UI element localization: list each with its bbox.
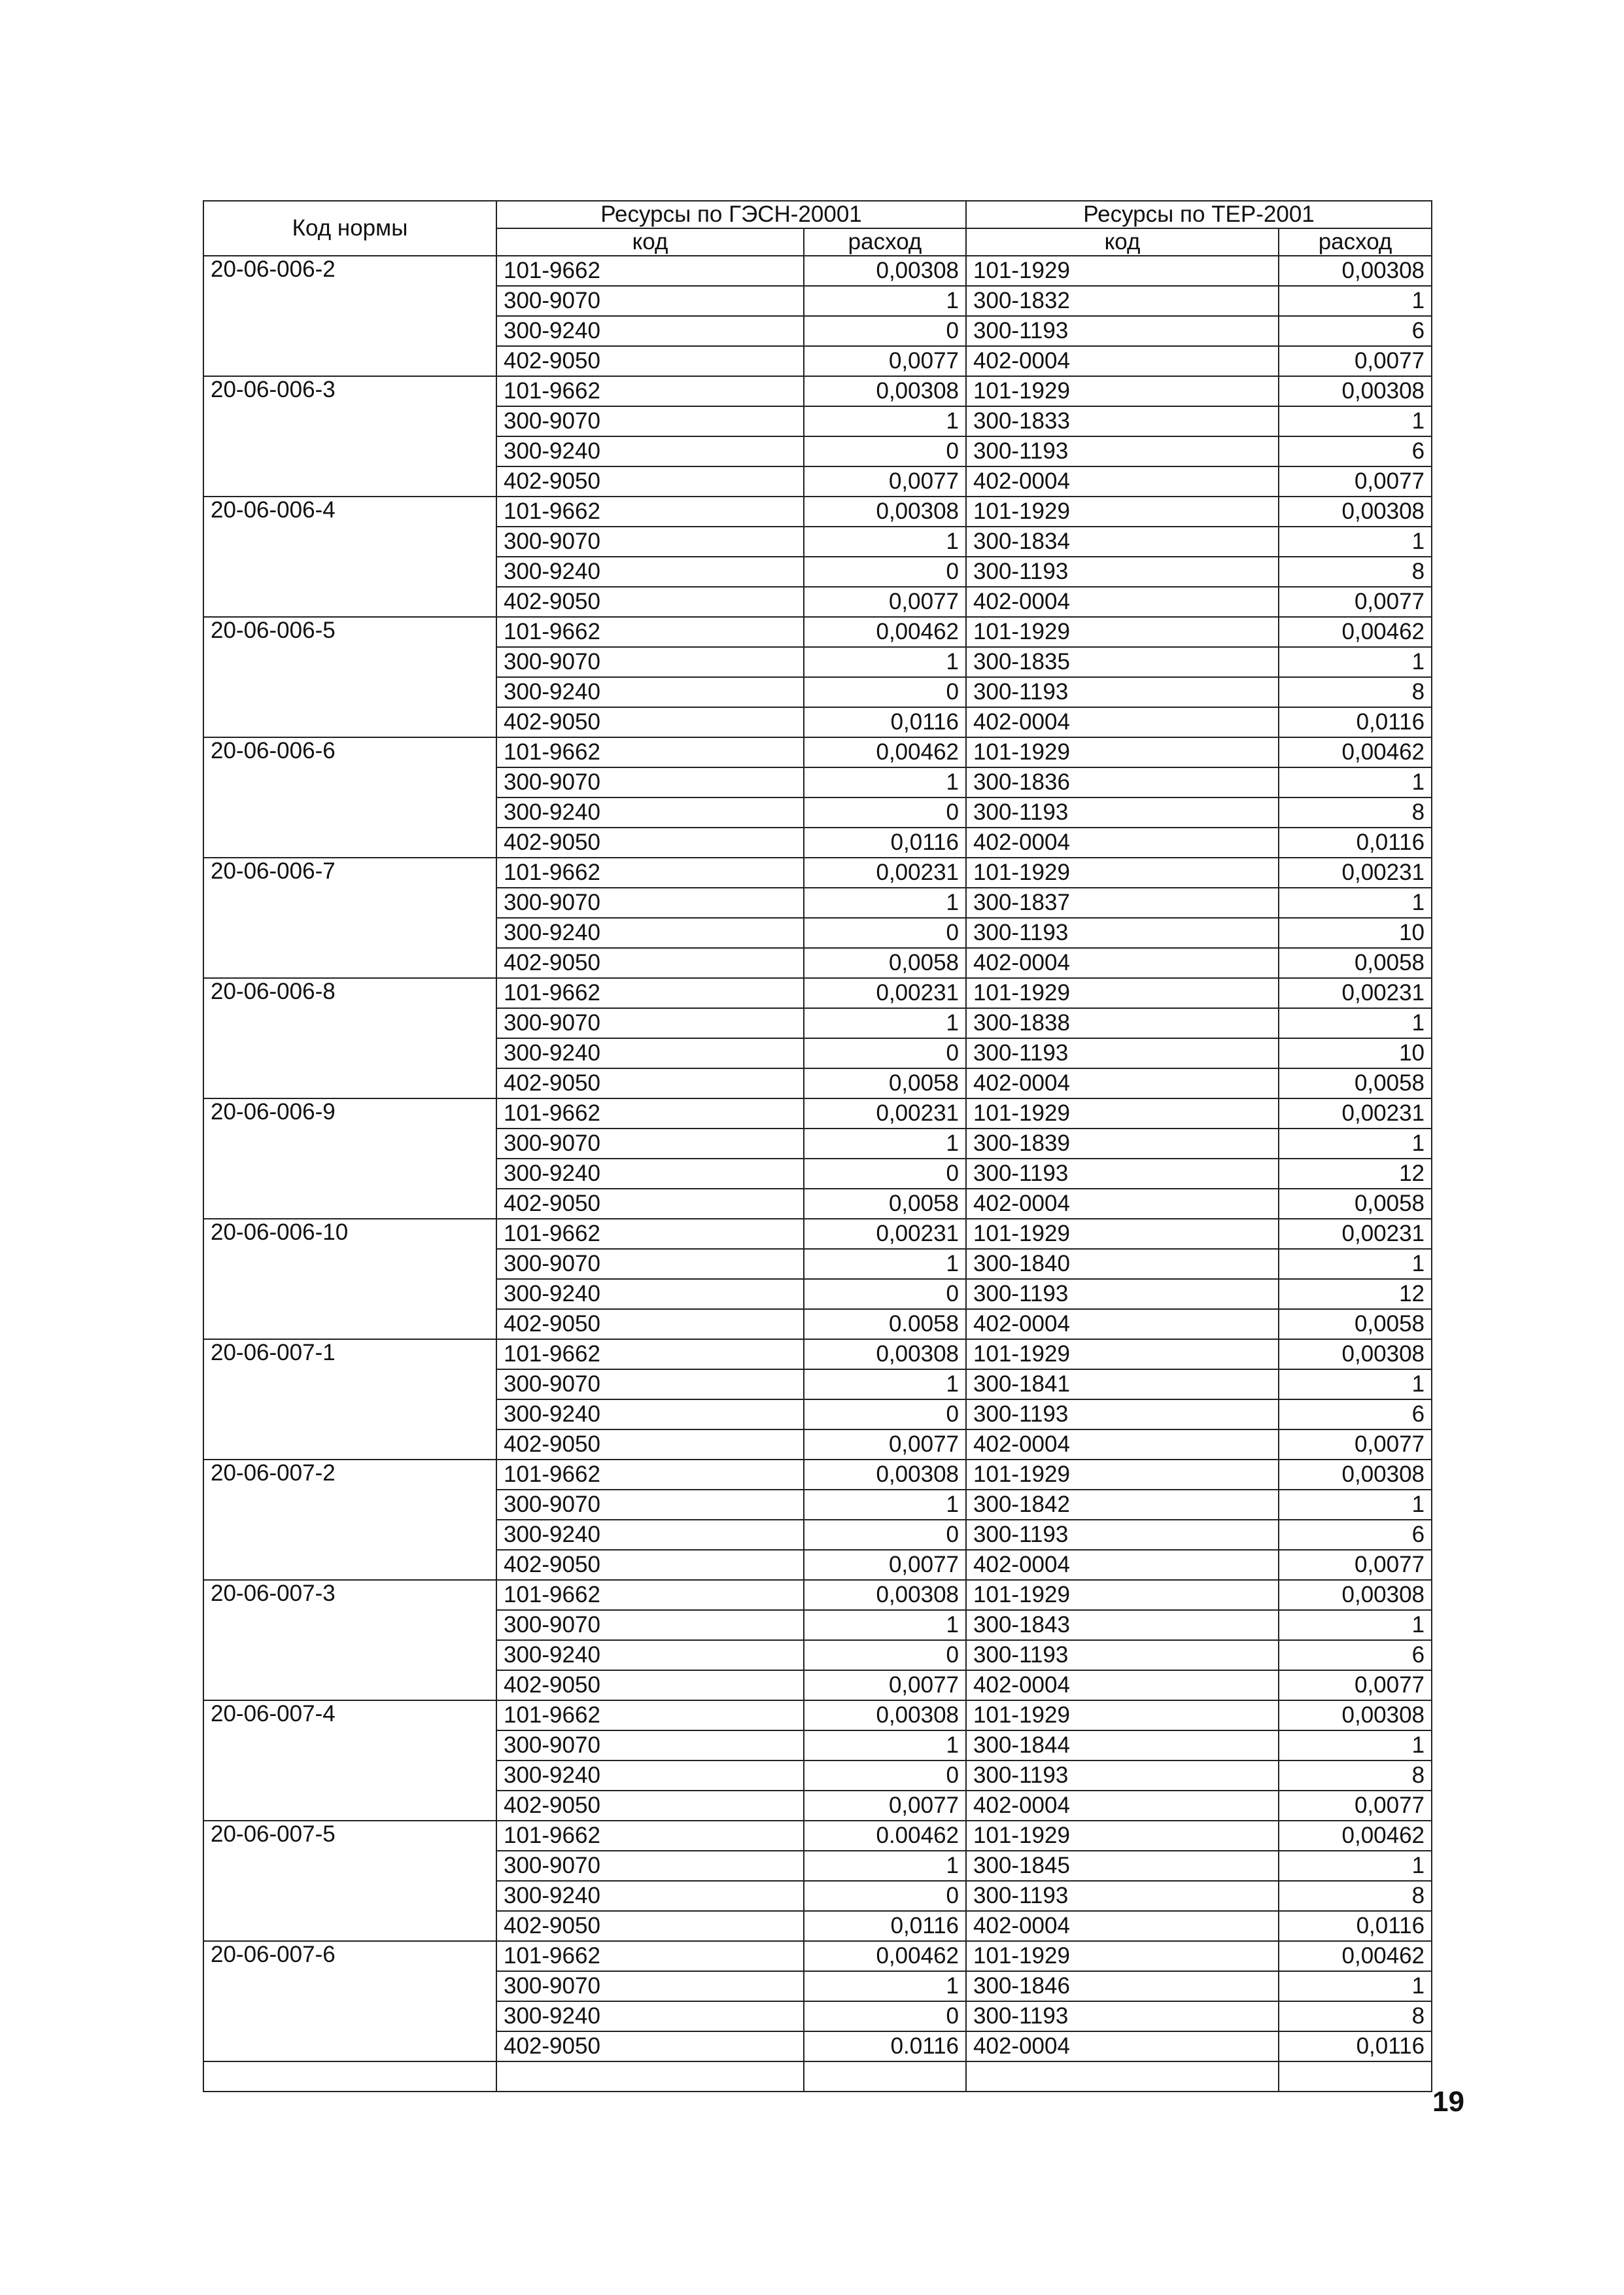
norm-code-cell: 20-06-006-9 — [203, 1098, 496, 1219]
table-row — [203, 1700, 1432, 1730]
gesn-qty-cell: 0,00462 — [804, 1941, 966, 1971]
gesn-qty-cell: 1 — [804, 1369, 966, 1399]
table-row — [203, 617, 1432, 647]
gesn-code-cell: 402-9050 — [496, 1309, 804, 1339]
table-row — [203, 737, 1432, 767]
gesn-code-cell: 300-9070 — [496, 888, 804, 918]
empty-cell — [203, 2061, 496, 2092]
ter-qty-cell: 10 — [1279, 918, 1432, 948]
gesn-qty-cell: 0.00462 — [804, 1821, 966, 1851]
gesn-code-cell: 101-9662 — [496, 1219, 804, 1249]
gesn-code-cell: 300-9070 — [496, 1369, 804, 1399]
gesn-code-cell: 402-9050 — [496, 1429, 804, 1460]
gesn-code-cell: 402-9050 — [496, 346, 804, 376]
ter-code-cell: 300-1193 — [966, 677, 1279, 707]
gesn-code-cell: 300-9070 — [496, 1008, 804, 1038]
gesn-qty-cell: 1 — [804, 286, 966, 316]
gesn-qty-cell: 0,0077 — [804, 1429, 966, 1460]
ter-code-cell: 402-0004 — [966, 466, 1279, 497]
ter-qty-cell: 0,0116 — [1279, 2031, 1432, 2061]
empty-cell — [496, 2061, 804, 2092]
ter-code-cell: 300-1193 — [966, 1881, 1279, 1911]
ter-code-cell: 300-1841 — [966, 1369, 1279, 1399]
ter-qty-cell: 0,00308 — [1279, 256, 1432, 286]
ter-qty-cell: 12 — [1279, 1279, 1432, 1309]
gesn-qty-cell: 0,00308 — [804, 256, 966, 286]
ter-qty-cell: 8 — [1279, 677, 1432, 707]
gesn-code-cell: 101-9662 — [496, 858, 804, 888]
empty-cell — [966, 2061, 1279, 2092]
gesn-code-cell: 300-9070 — [496, 286, 804, 316]
gesn-code-cell: 101-9662 — [496, 1700, 804, 1730]
ter-code-cell: 101-1929 — [966, 1098, 1279, 1129]
ter-qty-cell: 6 — [1279, 316, 1432, 346]
gesn-code-cell: 300-9070 — [496, 647, 804, 677]
gesn-qty-cell: 1 — [804, 1971, 966, 2001]
gesn-qty-cell: 0,00308 — [804, 376, 966, 406]
ter-code-cell: 402-0004 — [966, 587, 1279, 617]
gesn-qty-cell: 1 — [804, 767, 966, 797]
ter-code-cell: 402-0004 — [966, 707, 1279, 737]
norm-code-cell: 20-06-007-1 — [203, 1339, 496, 1460]
gesn-code-cell: 300-9070 — [496, 1249, 804, 1279]
gesn-qty-cell: 0,00308 — [804, 497, 966, 527]
ter-qty-cell: 0,0077 — [1279, 346, 1432, 376]
norm-code-cell: 20-06-007-3 — [203, 1580, 496, 1700]
ter-qty-cell: 0,00231 — [1279, 978, 1432, 1008]
gesn-qty-cell: 0,00308 — [804, 1339, 966, 1369]
gesn-qty-cell: 1 — [804, 1851, 966, 1881]
ter-qty-cell: 12 — [1279, 1159, 1432, 1189]
gesn-code-cell: 300-9070 — [496, 1129, 804, 1159]
ter-qty-cell: 0,00231 — [1279, 1098, 1432, 1129]
ter-code-cell: 300-1839 — [966, 1129, 1279, 1159]
ter-code-cell: 300-1845 — [966, 1851, 1279, 1881]
header-gesn-code: код — [496, 228, 804, 256]
norm-code-cell: 20-06-006-6 — [203, 737, 496, 858]
gesn-code-cell: 300-9070 — [496, 1610, 804, 1640]
ter-qty-cell: 1 — [1279, 888, 1432, 918]
ter-code-cell: 300-1193 — [966, 557, 1279, 587]
ter-code-cell: 300-1193 — [966, 1159, 1279, 1189]
ter-qty-cell: 1 — [1279, 1249, 1432, 1279]
gesn-code-cell: 402-9050 — [496, 1189, 804, 1219]
gesn-qty-cell: 1 — [804, 1008, 966, 1038]
ter-qty-cell: 0,00462 — [1279, 617, 1432, 647]
ter-code-cell: 300-1840 — [966, 1249, 1279, 1279]
ter-qty-cell: 6 — [1279, 1520, 1432, 1550]
empty-cell — [1279, 2061, 1432, 2092]
gesn-code-cell: 101-9662 — [496, 1580, 804, 1610]
ter-code-cell: 402-0004 — [966, 1189, 1279, 1219]
ter-code-cell: 101-1929 — [966, 1941, 1279, 1971]
ter-code-cell: 402-0004 — [966, 828, 1279, 858]
gesn-code-cell: 101-9662 — [496, 1821, 804, 1851]
ter-qty-cell: 1 — [1279, 1008, 1432, 1038]
gesn-code-cell: 300-9240 — [496, 797, 804, 828]
gesn-qty-cell: 0 — [804, 316, 966, 346]
ter-code-cell: 101-1929 — [966, 1339, 1279, 1369]
gesn-qty-cell: 0 — [804, 436, 966, 466]
gesn-code-cell: 101-9662 — [496, 256, 804, 286]
gesn-qty-cell: 1 — [804, 647, 966, 677]
table-row — [203, 1821, 1432, 1851]
gesn-code-cell: 402-9050 — [496, 587, 804, 617]
ter-code-cell: 101-1929 — [966, 978, 1279, 1008]
page-number: 19 — [1432, 2086, 1464, 2118]
ter-qty-cell: 0,00231 — [1279, 1219, 1432, 1249]
ter-code-cell: 300-1193 — [966, 1399, 1279, 1429]
gesn-qty-cell: 0.0116 — [804, 2031, 966, 2061]
gesn-qty-cell: 0,0077 — [804, 587, 966, 617]
norm-code-cell: 20-06-006-2 — [203, 256, 496, 376]
norm-code-cell: 20-06-006-10 — [203, 1219, 496, 1339]
table-row — [203, 1098, 1432, 1129]
header-norm-code: Код нормы — [203, 201, 496, 256]
table-row — [203, 1580, 1432, 1610]
ter-qty-cell: 0,0116 — [1279, 1911, 1432, 1941]
gesn-code-cell: 300-9240 — [496, 1761, 804, 1791]
ter-code-cell: 101-1929 — [966, 1821, 1279, 1851]
gesn-qty-cell: 1 — [804, 527, 966, 557]
norm-code-cell: 20-06-006-8 — [203, 978, 496, 1098]
ter-qty-cell: 0,0058 — [1279, 1068, 1432, 1098]
ter-qty-cell: 0,00308 — [1279, 1339, 1432, 1369]
ter-qty-cell: 1 — [1279, 1129, 1432, 1159]
gesn-code-cell: 402-9050 — [496, 948, 804, 978]
gesn-code-cell: 101-9662 — [496, 1339, 804, 1369]
ter-qty-cell: 8 — [1279, 797, 1432, 828]
ter-code-cell: 300-1832 — [966, 286, 1279, 316]
ter-code-cell: 402-0004 — [966, 1791, 1279, 1821]
gesn-code-cell: 300-9070 — [496, 527, 804, 557]
ter-qty-cell: 1 — [1279, 1730, 1432, 1761]
gesn-code-cell: 101-9662 — [496, 1098, 804, 1129]
norm-code-cell: 20-06-007-6 — [203, 1941, 496, 2061]
gesn-qty-cell: 0 — [804, 1399, 966, 1429]
ter-code-cell: 300-1844 — [966, 1730, 1279, 1761]
ter-qty-cell: 0,0077 — [1279, 1791, 1432, 1821]
ter-qty-cell: 1 — [1279, 647, 1432, 677]
gesn-code-cell: 300-9070 — [496, 1490, 804, 1520]
ter-code-cell: 101-1929 — [966, 497, 1279, 527]
ter-code-cell: 402-0004 — [966, 1309, 1279, 1339]
ter-qty-cell: 1 — [1279, 286, 1432, 316]
table-row — [203, 978, 1432, 1008]
ter-qty-cell: 1 — [1279, 1369, 1432, 1399]
ter-code-cell: 300-1193 — [966, 1279, 1279, 1309]
ter-code-cell: 300-1193 — [966, 1038, 1279, 1068]
ter-qty-cell: 1 — [1279, 767, 1432, 797]
gesn-code-cell: 300-9070 — [496, 1730, 804, 1761]
gesn-code-cell: 300-9240 — [496, 1279, 804, 1309]
gesn-qty-cell: 0 — [804, 1279, 966, 1309]
gesn-code-cell: 101-9662 — [496, 376, 804, 406]
norm-code-cell: 20-06-006-4 — [203, 497, 496, 617]
ter-qty-cell: 1 — [1279, 1610, 1432, 1640]
table-row — [203, 256, 1432, 286]
gesn-code-cell: 300-9240 — [496, 436, 804, 466]
header-ter-group: Ресурсы по ТЕР-2001 — [966, 201, 1432, 228]
gesn-qty-cell: 0 — [804, 1038, 966, 1068]
gesn-qty-cell: 1 — [804, 406, 966, 436]
gesn-qty-cell: 0,00308 — [804, 1460, 966, 1490]
gesn-qty-cell: 0,00231 — [804, 978, 966, 1008]
gesn-code-cell: 101-9662 — [496, 978, 804, 1008]
norm-code-cell: 20-06-006-3 — [203, 376, 496, 497]
gesn-qty-cell: 0,0077 — [804, 1791, 966, 1821]
gesn-code-cell: 402-9050 — [496, 828, 804, 858]
resources-table — [203, 200, 1432, 2092]
norm-code-cell: 20-06-007-5 — [203, 1821, 496, 1941]
gesn-code-cell: 101-9662 — [496, 1941, 804, 1971]
ter-code-cell: 300-1193 — [966, 918, 1279, 948]
ter-code-cell: 402-0004 — [966, 948, 1279, 978]
ter-code-cell: 300-1837 — [966, 888, 1279, 918]
ter-code-cell: 300-1193 — [966, 316, 1279, 346]
gesn-qty-cell: 0 — [804, 2001, 966, 2031]
ter-qty-cell: 0,00462 — [1279, 1941, 1432, 1971]
gesn-code-cell: 300-9240 — [496, 1640, 804, 1670]
gesn-qty-cell: 0,0077 — [804, 346, 966, 376]
gesn-qty-cell: 0,0116 — [804, 828, 966, 858]
gesn-qty-cell: 1 — [804, 1249, 966, 1279]
header-ter-code: код — [966, 228, 1279, 256]
gesn-qty-cell: 0 — [804, 1520, 966, 1550]
gesn-code-cell: 101-9662 — [496, 617, 804, 647]
gesn-qty-cell: 1 — [804, 888, 966, 918]
gesn-code-cell: 300-9070 — [496, 1851, 804, 1881]
gesn-qty-cell: 0,0077 — [804, 1670, 966, 1700]
ter-qty-cell: 0,0077 — [1279, 1550, 1432, 1580]
ter-qty-cell: 8 — [1279, 557, 1432, 587]
ter-code-cell: 300-1833 — [966, 406, 1279, 436]
gesn-code-cell: 101-9662 — [496, 737, 804, 767]
gesn-qty-cell: 0 — [804, 1640, 966, 1670]
ter-qty-cell: 0,0058 — [1279, 948, 1432, 978]
gesn-code-cell: 300-9240 — [496, 918, 804, 948]
gesn-code-cell: 300-9070 — [496, 1971, 804, 2001]
ter-code-cell: 300-1193 — [966, 436, 1279, 466]
gesn-qty-cell: 0,00231 — [804, 1098, 966, 1129]
gesn-qty-cell: 0 — [804, 918, 966, 948]
ter-code-cell: 402-0004 — [966, 346, 1279, 376]
gesn-code-cell: 101-9662 — [496, 497, 804, 527]
empty-cell — [804, 2061, 966, 2092]
ter-code-cell: 300-1838 — [966, 1008, 1279, 1038]
ter-code-cell: 101-1929 — [966, 256, 1279, 286]
ter-qty-cell: 0,0058 — [1279, 1189, 1432, 1219]
gesn-qty-cell: 0,00308 — [804, 1700, 966, 1730]
ter-qty-cell: 1 — [1279, 1490, 1432, 1520]
gesn-qty-cell: 1 — [804, 1610, 966, 1640]
ter-code-cell: 300-1843 — [966, 1610, 1279, 1640]
ter-code-cell: 101-1929 — [966, 1700, 1279, 1730]
gesn-qty-cell: 1 — [804, 1730, 966, 1761]
table-row — [203, 1941, 1432, 1971]
norm-code-cell: 20-06-006-5 — [203, 617, 496, 737]
ter-code-cell: 101-1929 — [966, 737, 1279, 767]
ter-qty-cell: 0,00231 — [1279, 858, 1432, 888]
ter-qty-cell: 0,0058 — [1279, 1309, 1432, 1339]
gesn-code-cell: 300-9240 — [496, 316, 804, 346]
table-row — [203, 376, 1432, 406]
gesn-code-cell: 300-9240 — [496, 1399, 804, 1429]
ter-code-cell: 101-1929 — [966, 376, 1279, 406]
gesn-code-cell: 402-9050 — [496, 1550, 804, 1580]
gesn-qty-cell: 0.0058 — [804, 1309, 966, 1339]
header-gesn-qty: расход — [804, 228, 966, 256]
gesn-qty-cell: 0,0077 — [804, 1550, 966, 1580]
ter-qty-cell: 0,00308 — [1279, 1580, 1432, 1610]
ter-qty-cell: 0,0077 — [1279, 587, 1432, 617]
ter-code-cell: 300-1193 — [966, 1640, 1279, 1670]
table-row — [203, 1460, 1432, 1490]
ter-qty-cell: 1 — [1279, 1851, 1432, 1881]
gesn-qty-cell: 0 — [804, 1761, 966, 1791]
ter-code-cell: 101-1929 — [966, 1580, 1279, 1610]
gesn-qty-cell: 0 — [804, 797, 966, 828]
gesn-code-cell: 300-9240 — [496, 2001, 804, 2031]
ter-qty-cell: 1 — [1279, 527, 1432, 557]
ter-code-cell: 300-1834 — [966, 527, 1279, 557]
table-row — [203, 1219, 1432, 1249]
gesn-code-cell: 300-9240 — [496, 557, 804, 587]
ter-qty-cell: 0,00308 — [1279, 1460, 1432, 1490]
table-row — [203, 497, 1432, 527]
gesn-code-cell: 300-9240 — [496, 1038, 804, 1068]
ter-qty-cell: 0,00308 — [1279, 1700, 1432, 1730]
gesn-code-cell: 300-9070 — [496, 406, 804, 436]
ter-code-cell: 300-1193 — [966, 2001, 1279, 2031]
table-row — [203, 858, 1432, 888]
gesn-qty-cell: 0,0058 — [804, 1068, 966, 1098]
ter-code-cell: 402-0004 — [966, 1670, 1279, 1700]
ter-qty-cell: 0,00462 — [1279, 1821, 1432, 1851]
gesn-qty-cell: 0 — [804, 1159, 966, 1189]
gesn-code-cell: 402-9050 — [496, 707, 804, 737]
ter-code-cell: 300-1193 — [966, 1520, 1279, 1550]
ter-qty-cell: 0,00308 — [1279, 497, 1432, 527]
ter-code-cell: 402-0004 — [966, 1429, 1279, 1460]
gesn-qty-cell: 0,00462 — [804, 617, 966, 647]
gesn-qty-cell: 0,00462 — [804, 737, 966, 767]
gesn-qty-cell: 0,00231 — [804, 1219, 966, 1249]
table-body — [203, 256, 1432, 2092]
ter-code-cell: 101-1929 — [966, 617, 1279, 647]
ter-qty-cell: 6 — [1279, 436, 1432, 466]
ter-qty-cell: 8 — [1279, 1761, 1432, 1791]
gesn-qty-cell: 1 — [804, 1129, 966, 1159]
ter-qty-cell: 6 — [1279, 1399, 1432, 1429]
gesn-qty-cell: 0,0077 — [804, 466, 966, 497]
ter-qty-cell: 8 — [1279, 1881, 1432, 1911]
header-ter-qty: расход — [1279, 228, 1432, 256]
ter-qty-cell: 0,00462 — [1279, 737, 1432, 767]
gesn-qty-cell: 0,0058 — [804, 948, 966, 978]
ter-code-cell: 101-1929 — [966, 858, 1279, 888]
ter-qty-cell: 1 — [1279, 1971, 1432, 2001]
gesn-qty-cell: 0 — [804, 557, 966, 587]
gesn-code-cell: 402-9050 — [496, 1670, 804, 1700]
norm-code-cell: 20-06-007-4 — [203, 1700, 496, 1821]
gesn-qty-cell: 1 — [804, 1490, 966, 1520]
gesn-qty-cell: 0,0058 — [804, 1189, 966, 1219]
ter-qty-cell: 6 — [1279, 1640, 1432, 1670]
ter-qty-cell: 8 — [1279, 2001, 1432, 2031]
norm-code-cell: 20-06-006-7 — [203, 858, 496, 978]
ter-qty-cell: 0,0116 — [1279, 707, 1432, 737]
gesn-code-cell: 300-9240 — [496, 677, 804, 707]
ter-code-cell: 300-1842 — [966, 1490, 1279, 1520]
table-header — [203, 201, 1432, 256]
ter-qty-cell: 1 — [1279, 406, 1432, 436]
gesn-code-cell: 300-9240 — [496, 1159, 804, 1189]
norm-code-cell: 20-06-007-2 — [203, 1460, 496, 1580]
gesn-qty-cell: 0,00231 — [804, 858, 966, 888]
gesn-qty-cell: 0,00308 — [804, 1580, 966, 1610]
ter-code-cell: 101-1929 — [966, 1460, 1279, 1490]
gesn-code-cell: 300-9070 — [496, 767, 804, 797]
ter-qty-cell: 0,0077 — [1279, 466, 1432, 497]
ter-qty-cell: 0,00308 — [1279, 376, 1432, 406]
ter-qty-cell: 0,0077 — [1279, 1670, 1432, 1700]
gesn-code-cell: 402-9050 — [496, 1911, 804, 1941]
header-gesn-group: Ресурсы по ГЭСН-20001 — [496, 201, 966, 228]
ter-code-cell: 300-1846 — [966, 1971, 1279, 2001]
ter-code-cell: 402-0004 — [966, 1550, 1279, 1580]
ter-code-cell: 300-1836 — [966, 767, 1279, 797]
ter-qty-cell: 0,0116 — [1279, 828, 1432, 858]
gesn-qty-cell: 0 — [804, 677, 966, 707]
ter-code-cell: 300-1835 — [966, 647, 1279, 677]
ter-code-cell: 300-1193 — [966, 1761, 1279, 1791]
ter-code-cell: 101-1929 — [966, 1219, 1279, 1249]
ter-qty-cell: 10 — [1279, 1038, 1432, 1068]
gesn-code-cell: 402-9050 — [496, 2031, 804, 2061]
ter-code-cell: 300-1193 — [966, 797, 1279, 828]
gesn-code-cell: 402-9050 — [496, 466, 804, 497]
gesn-code-cell: 402-9050 — [496, 1068, 804, 1098]
ter-code-cell: 402-0004 — [966, 2031, 1279, 2061]
empty-row — [203, 2061, 1432, 2092]
gesn-code-cell: 300-9240 — [496, 1520, 804, 1550]
ter-code-cell: 402-0004 — [966, 1068, 1279, 1098]
gesn-code-cell: 402-9050 — [496, 1791, 804, 1821]
gesn-qty-cell: 0,0116 — [804, 1911, 966, 1941]
table-row — [203, 1339, 1432, 1369]
ter-qty-cell: 0,0077 — [1279, 1429, 1432, 1460]
gesn-qty-cell: 0,0116 — [804, 707, 966, 737]
gesn-code-cell: 300-9240 — [496, 1881, 804, 1911]
gesn-code-cell: 101-9662 — [496, 1460, 804, 1490]
gesn-qty-cell: 0 — [804, 1881, 966, 1911]
ter-code-cell: 402-0004 — [966, 1911, 1279, 1941]
